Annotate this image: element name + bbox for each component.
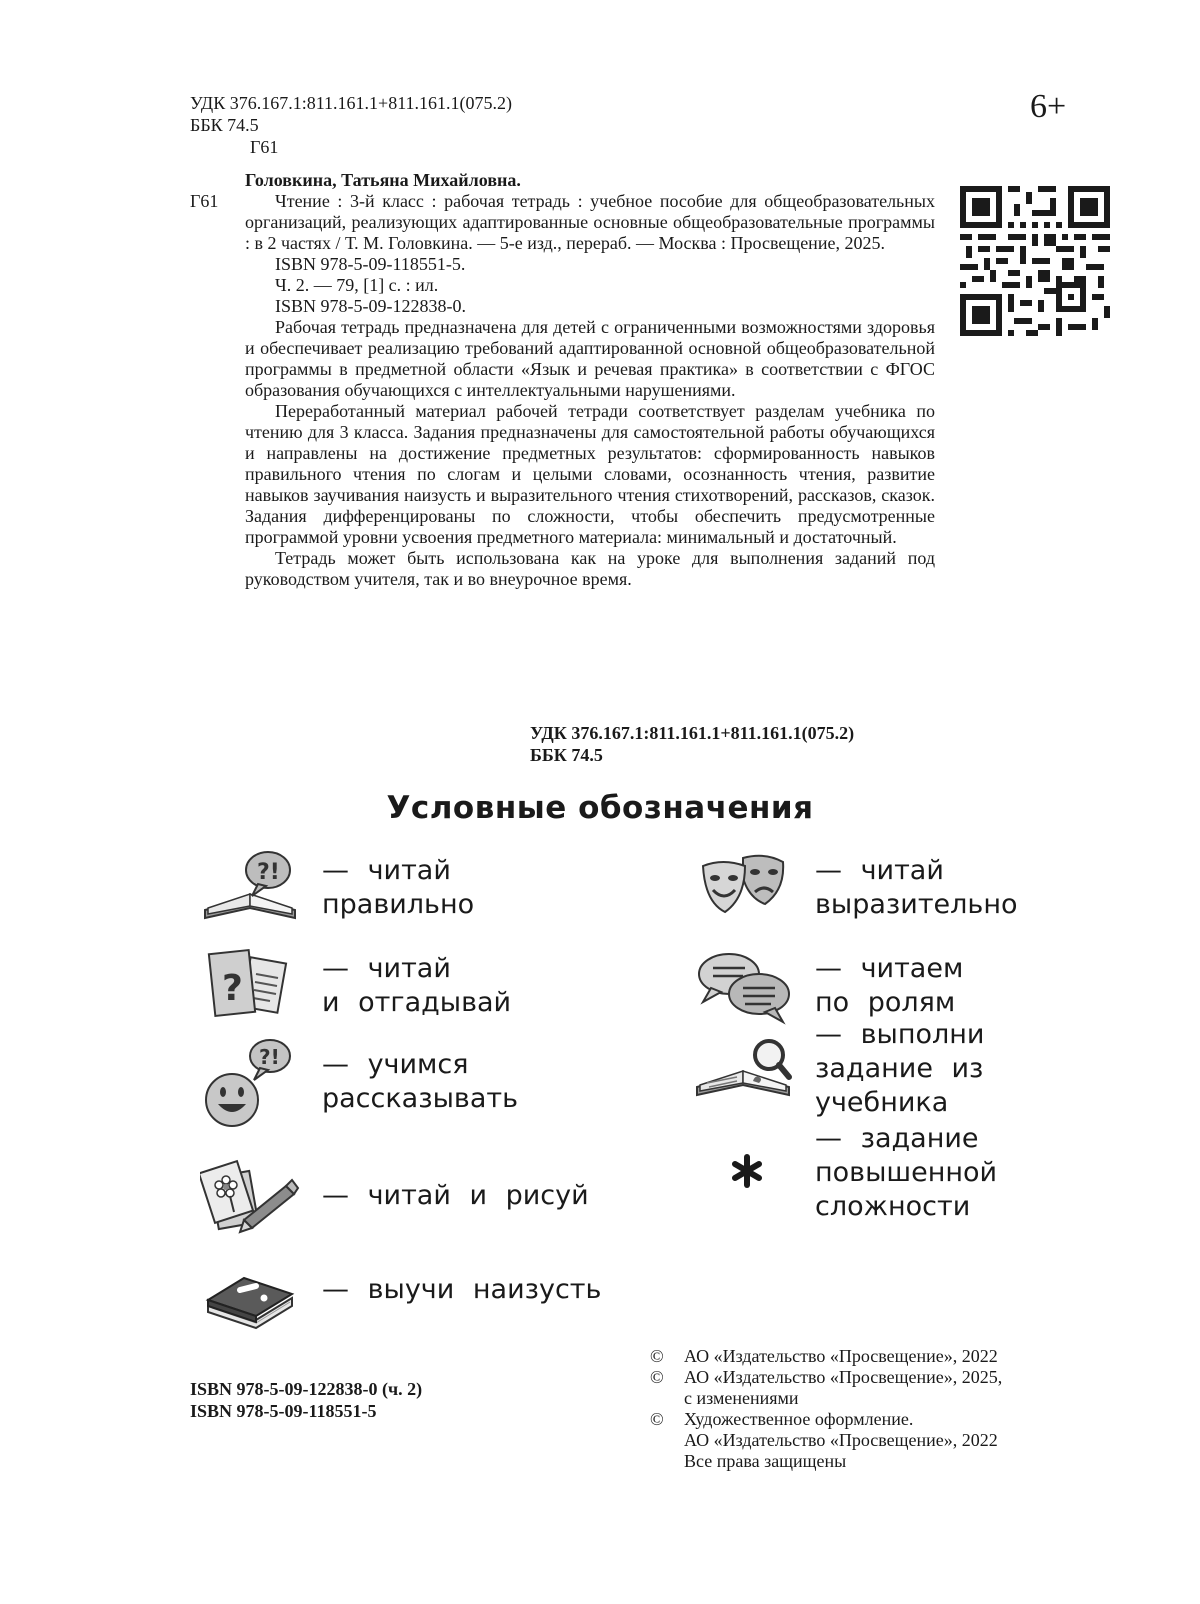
legend-item-read-expressively <box>693 848 1018 928</box>
legend-item-read-and-guess <box>200 946 511 1026</box>
legend-item-read-and-draw <box>200 1156 589 1236</box>
theater-masks-icon <box>693 848 793 928</box>
card-description: Чтение : 3-й класс : рабочая тетрадь : учебное пособие для общеобразовательных организаций, реализующих адаптированные основные общеобразовательные программы : в 2 частях / Т. М. Головкина. — 5-е изд., перераб. — Москва : Просвещение, 2025. <box>245 191 935 253</box>
copyright-icon: © <box>650 1346 664 1366</box>
legend-title: Условные обозначения <box>386 790 814 826</box>
draw-pencil-icon <box>200 1156 300 1236</box>
copyright-line: Все права защищены <box>684 1451 847 1471</box>
copyright-block <box>650 1346 1002 1472</box>
svg-text:?!: ?! <box>257 860 280 885</box>
isbn-set: ISBN 978-5-09-118551-5 <box>190 1401 377 1421</box>
legend-item-read-correctly <box>200 848 474 928</box>
udk-header <box>190 92 512 158</box>
card-isbn-set: ISBN 978-5-09-118551-5. <box>275 254 466 274</box>
qr-code-icon[interactable] <box>960 186 1110 336</box>
card-part-info: Ч. 2. — 79, [1] с. : ил. <box>275 275 439 295</box>
legend-text-line1: — задание <box>815 1123 979 1154</box>
legend-text-line1: — читай <box>322 855 451 886</box>
card-annotation-2: Переработанный материал рабочей тетради соответствует разделам учебника по чтению для 3 класса. Задания предназначены для самостоятельной работы обучающихся и направлены на достижение предметных результатов: сформированность навыков правильного чтения по слогам и целыми словами, осознанность чтения, развитие навыков заучивания наизусть и выразительного чтения стихотворений, рассказов, сказок. Задания дифференцированы по сложности, чтобы обеспечить предусмотренные программой уровни усвоения предметного материала: минимальный и достаточный. <box>245 401 935 547</box>
bbk-line: ББК 74.5 <box>190 115 259 135</box>
card-isbn-part: ISBN 978-5-09-122838-0. <box>275 296 466 316</box>
legend-text-line2: выразительно <box>815 889 1018 920</box>
legend-text-line1: — учимся <box>322 1049 469 1080</box>
legend-text-line1: — выучи наизусть <box>322 1274 602 1305</box>
copyright-line: АО «Издательство «Просвещение», 2025, <box>684 1367 1003 1387</box>
legend-text-line1: — выполни <box>815 1019 985 1050</box>
isbn-footer <box>190 1378 422 1422</box>
speech-bubbles-icon <box>693 946 793 1026</box>
legend-text-line3: сложности <box>815 1191 971 1222</box>
legend-text-line1: — читай <box>322 953 451 984</box>
legend-text-line2: правильно <box>322 889 475 920</box>
legend-text-line3: учебника <box>815 1087 949 1118</box>
udk-line: УДК 376.167.1:811.161.1+811.161.1(075.2) <box>190 93 513 113</box>
legend-item-read-by-roles <box>693 946 963 1026</box>
legend-text-line2: и отгадывай <box>322 987 512 1018</box>
copyright-line: Художественное оформление. <box>684 1409 914 1429</box>
copyright-icon: © <box>650 1409 664 1429</box>
legend-text-line2: рассказывать <box>322 1083 519 1114</box>
copyright-line: АО «Издательство «Просвещение», 2022 <box>684 1430 998 1450</box>
copyright-line: АО «Издательство «Просвещение», 2022 <box>684 1346 998 1366</box>
isbn-part2: ISBN 978-5-09-122838-0 (ч. 2) <box>190 1379 423 1399</box>
card-annotation-1: Рабочая тетрадь предназначена для детей с ограниченными возможностями здоровья и обеспечивает реализацию требований адаптированной основной общеобразовательной программы в предметной области «Язык и речевая практика» в соответствии с ФГОС образования обучающихся с интеллектуальными нарушениями. <box>245 317 935 400</box>
copyright-icon: © <box>650 1367 664 1387</box>
copyright-line: с изменениями <box>684 1388 799 1408</box>
legend-text-line2: задание из <box>815 1053 984 1084</box>
card-annotation-3: Тетрадь может быть использована как на уроке для выполнения заданий под руководством учителя, так и во внеурочное время. <box>245 548 935 589</box>
legend-text-line2: по ролям <box>815 987 956 1018</box>
age-rating: 6+ <box>1030 88 1067 125</box>
question-sheet-icon <box>200 946 300 1026</box>
legend-item-memorize <box>200 1250 601 1330</box>
legend-text-line1: — читай и рисуй <box>322 1180 589 1211</box>
book-exclamation-icon <box>200 1250 300 1330</box>
card-author: Головкина, Татьяна Михайловна. <box>245 170 521 190</box>
svg-text:?!: ?! <box>259 1045 280 1069</box>
legend-text-line2: повышенной <box>815 1157 998 1188</box>
legend-text-line1: — читай <box>815 855 944 886</box>
asterisk-icon <box>693 1122 793 1224</box>
legend-item-textbook-task <box>693 1018 984 1120</box>
book-question-icon <box>200 848 300 928</box>
author-code: Г61 <box>250 137 279 157</box>
legend-item-learn-to-tell <box>200 1034 518 1130</box>
udk-bottom-line: УДК 376.167.1:811.161.1+811.161.1(075.2) <box>530 723 855 743</box>
legend-text-line1: — читаем <box>815 953 964 984</box>
card-code: Г61 <box>190 191 219 211</box>
udk-footer <box>530 722 854 766</box>
book-magnifier-icon <box>693 1018 793 1120</box>
catalog-card <box>190 170 935 590</box>
smiley-speech-icon <box>200 1034 300 1130</box>
legend-item-advanced-task <box>693 1122 997 1224</box>
bbk-bottom-line: ББК 74.5 <box>530 745 603 765</box>
svg-text:?: ? <box>222 968 243 1009</box>
